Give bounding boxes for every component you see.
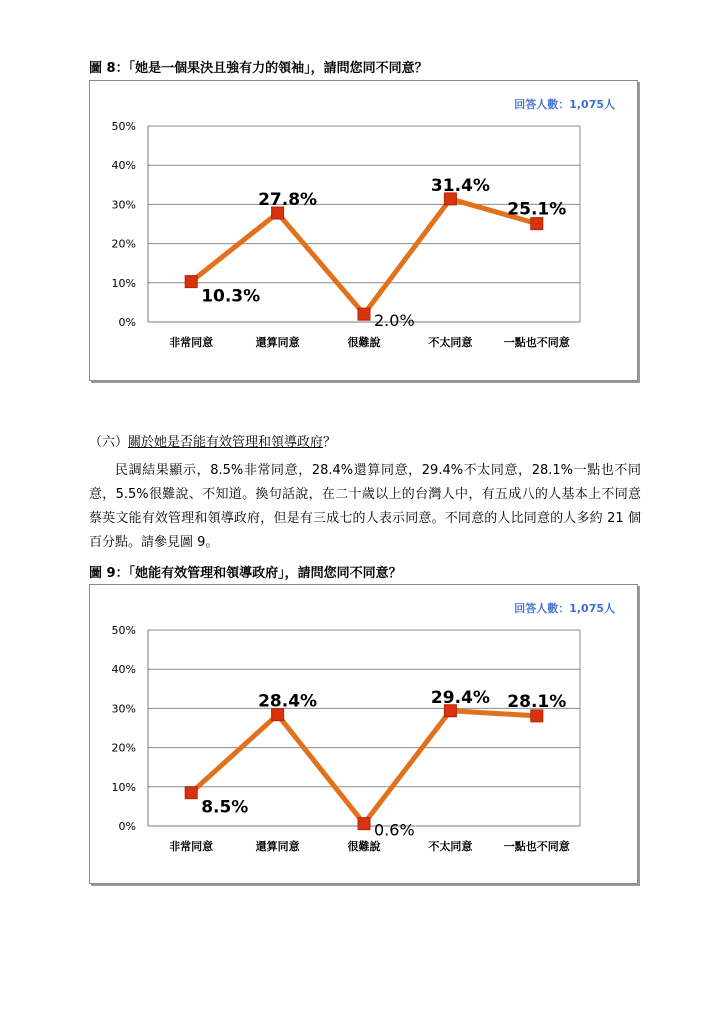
- fig8-data-point-0: [185, 276, 197, 288]
- fig8-category-label-3: 不太同意: [428, 336, 473, 349]
- fig9-data-point-0: [185, 787, 197, 799]
- fig8-data-label-3: 31.4%: [430, 175, 490, 196]
- fig9-ytick-label-0: 0%: [118, 820, 136, 833]
- fig8-ytick-label-5: 50%: [111, 120, 136, 133]
- fig9-data-label-3: 29.4%: [430, 687, 490, 708]
- fig9-category-label-1: 還算同意: [255, 840, 300, 853]
- fig9-category-label-0: 非常同意: [169, 840, 214, 853]
- section-6-prefix: （六）: [89, 435, 129, 450]
- fig9-data-label-2: 0.6%: [374, 820, 415, 840]
- fig9-ytick-label-1: 10%: [111, 780, 136, 794]
- section-6-heading: [89, 431, 336, 450]
- fig8-category-label-0: 非常同意: [169, 336, 214, 349]
- figure-9-caption: 圖 9：「她能有效管理和領導政府」，請問您同不同意？: [89, 566, 402, 581]
- fig8-data-label-0: 10.3%: [201, 286, 261, 307]
- fig9-data-label-0: 8.5%: [201, 797, 249, 818]
- fig9-category-label-4: 一點也不同意: [503, 840, 570, 853]
- figure-8-plot: [90, 81, 637, 380]
- fig9-ytick-label-5: 50%: [111, 624, 136, 637]
- fig9-ytick-label-3: 30%: [111, 702, 136, 716]
- fig9-ytick-label-4: 40%: [111, 663, 136, 677]
- fig9-data-label-1: 28.4%: [258, 691, 318, 712]
- fig8-category-label-4: 一點也不同意: [503, 336, 570, 349]
- fig8-ytick-label-1: 10%: [111, 276, 136, 290]
- fig9-data-point-2: [358, 818, 370, 830]
- fig8-ytick-label-3: 30%: [111, 198, 136, 212]
- fig9-data-label-4: 28.1%: [507, 691, 567, 712]
- fig8-data-label-4: 25.1%: [507, 199, 567, 220]
- fig8-data-point-2: [358, 308, 370, 320]
- figure-9-chart: [89, 584, 638, 884]
- figure-8-chart: [89, 80, 638, 381]
- fig9-category-label-3: 不太同意: [428, 840, 473, 853]
- fig8-ytick-label-0: 0%: [118, 316, 136, 329]
- fig8-ytick-label-4: 40%: [111, 159, 136, 173]
- fig8-category-label-2: 很難說: [347, 336, 381, 349]
- fig8-ytick-label-2: 20%: [111, 237, 136, 251]
- section-6-paragraph: 民調結果顯示，8.5%非常同意，28.4%還算同意，29.4%不太同意，28.1%一點也不同意，5.5%很難說、不知道。換句話說，在二十歲以上的台灣人中，有五成八的人基本上不同意蔡英文能有效管理和領導政府，但是有三成七的人表示同意。不同意的人比同意的人多約 21 個百分點。請參見圖 9。: [89, 463, 641, 550]
- fig9-ytick-label-2: 20%: [111, 741, 136, 755]
- figure-8-caption: 圖 8：「她是一個果決且強有力的領袖」，請問您同不同意？: [89, 61, 428, 76]
- fig8-category-label-1: 還算同意: [255, 336, 300, 349]
- fig8-data-label-2: 2.0%: [374, 311, 415, 331]
- section-6-title: 關於她是否能有效管理和領導政府: [128, 435, 324, 450]
- figure-9-plot: [90, 585, 637, 883]
- fig9-respondents-label: 回答人數：1,075人: [514, 602, 615, 615]
- fig9-category-label-2: 很難說: [347, 840, 381, 853]
- section-6-suffix: ？: [323, 435, 337, 450]
- fig8-data-label-1: 27.8%: [258, 190, 318, 211]
- fig8-respondents-label: 回答人數：1,075人: [514, 98, 615, 111]
